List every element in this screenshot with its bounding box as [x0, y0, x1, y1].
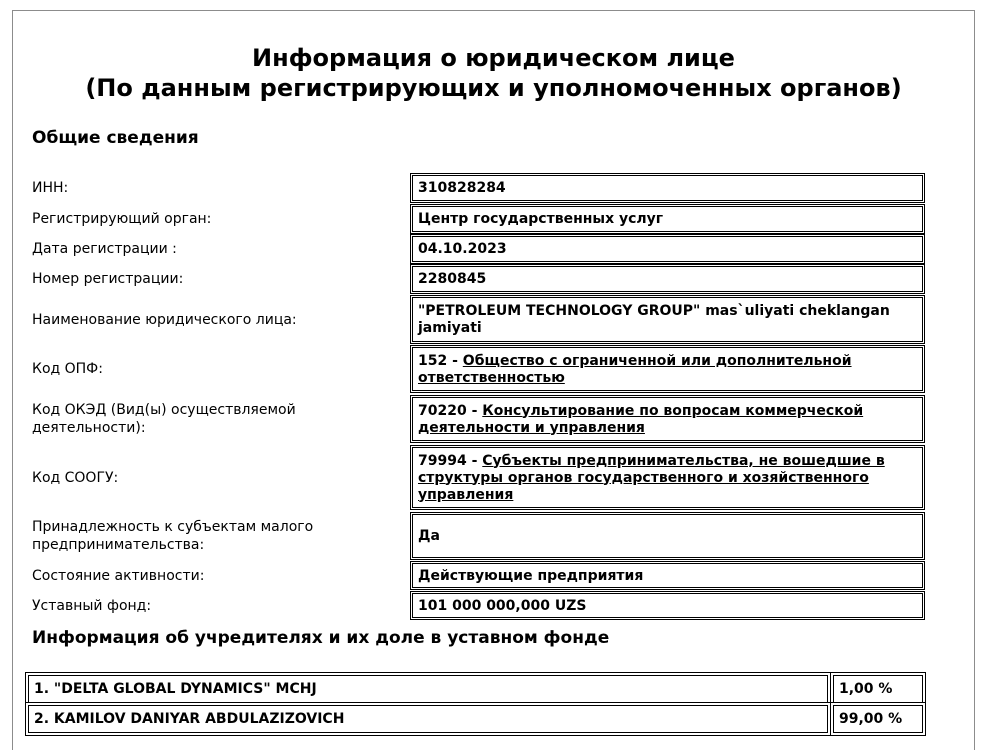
row-inn	[0, 175, 990, 201]
row-label: Регистрирующий орган:	[32, 211, 212, 227]
row-small-business	[0, 514, 990, 558]
oked-code-separator: -	[466, 402, 483, 419]
row-label: Наименование юридического лица:	[32, 311, 297, 328]
oked-code-link[interactable]: Консультирование по вопросам коммерческой деятельности и управления	[418, 402, 864, 436]
charter-capital-value: 101 000 000,000 UZS	[412, 593, 923, 618]
row-label: Код СООГУ:	[32, 469, 119, 486]
row-activity-status	[0, 563, 990, 588]
opf-code-separator: -	[447, 352, 463, 369]
row-registration-date	[0, 236, 990, 262]
page-title-line2: (По данным регистрирующих и уполномоченных органов)	[85, 74, 902, 102]
row-registration-number	[0, 266, 990, 292]
soogu-code-link[interactable]: Субъекты предпринимательства, не вошедшие в структуры органов государственного и хозяйственного управления	[418, 452, 885, 503]
legal-name-value: "PETROLEUM TECHNOLOGY GROUP" mas`uliyati cheklangan jamiyati	[412, 297, 923, 342]
row-label: Принадлежность к субъектам малого предпринимательства:	[32, 519, 314, 553]
opf-code-number: 152	[418, 352, 448, 369]
registering-authority-value: Центр государственных услуг	[412, 206, 923, 232]
row-registering-authority	[0, 206, 990, 232]
row-soogu-code	[0, 447, 990, 508]
row-charter-capital	[0, 593, 990, 618]
small-business-value: Да	[412, 514, 923, 558]
row-label: Уставный фонд:	[32, 597, 152, 614]
founder-share: 99,00 %	[833, 705, 923, 733]
inn-value: 310828284	[412, 175, 923, 201]
row-label: Код ОКЭД (Вид(ы) осуществляемой деятельности):	[32, 402, 296, 436]
general-section-heading: Общие сведения	[32, 128, 199, 148]
row-opf-code	[0, 347, 990, 391]
founder-share: 1,00 %	[833, 675, 923, 703]
founder-name: 2. KAMILOV DANIYAR ABDULAZIZOVICH	[28, 705, 828, 733]
soogu-code-number: 79994	[418, 452, 467, 469]
oked-code-number: 70220	[418, 402, 467, 419]
founders-section-heading: Информация об учредителях и их доле в уставном фонде	[32, 628, 610, 648]
opf-code-value	[412, 347, 923, 391]
row-label: Номер регистрации:	[32, 271, 184, 287]
registration-date-value: 04.10.2023	[412, 236, 923, 262]
row-label: ИНН:	[32, 180, 69, 196]
row-label: Код ОПФ:	[32, 361, 103, 377]
soogu-code-separator: -	[466, 452, 483, 469]
row-legal-name	[0, 297, 990, 342]
row-label: Состояние активности:	[32, 567, 205, 584]
opf-code-link[interactable]: Общество с ограниченной или дополнительной ответственностью	[418, 352, 852, 386]
founder-name: 1. "DELTA GLOBAL DYNAMICS" MCHJ	[28, 675, 828, 703]
activity-status-value: Действующие предприятия	[412, 563, 923, 588]
soogu-code-value	[412, 447, 923, 508]
page-title-line1: Информация о юридическом лице	[252, 44, 735, 72]
registration-number-value: 2280845	[412, 266, 923, 292]
row-label: Дата регистрации :	[32, 241, 177, 257]
oked-code-value	[412, 397, 923, 441]
row-oked-code	[0, 397, 990, 441]
